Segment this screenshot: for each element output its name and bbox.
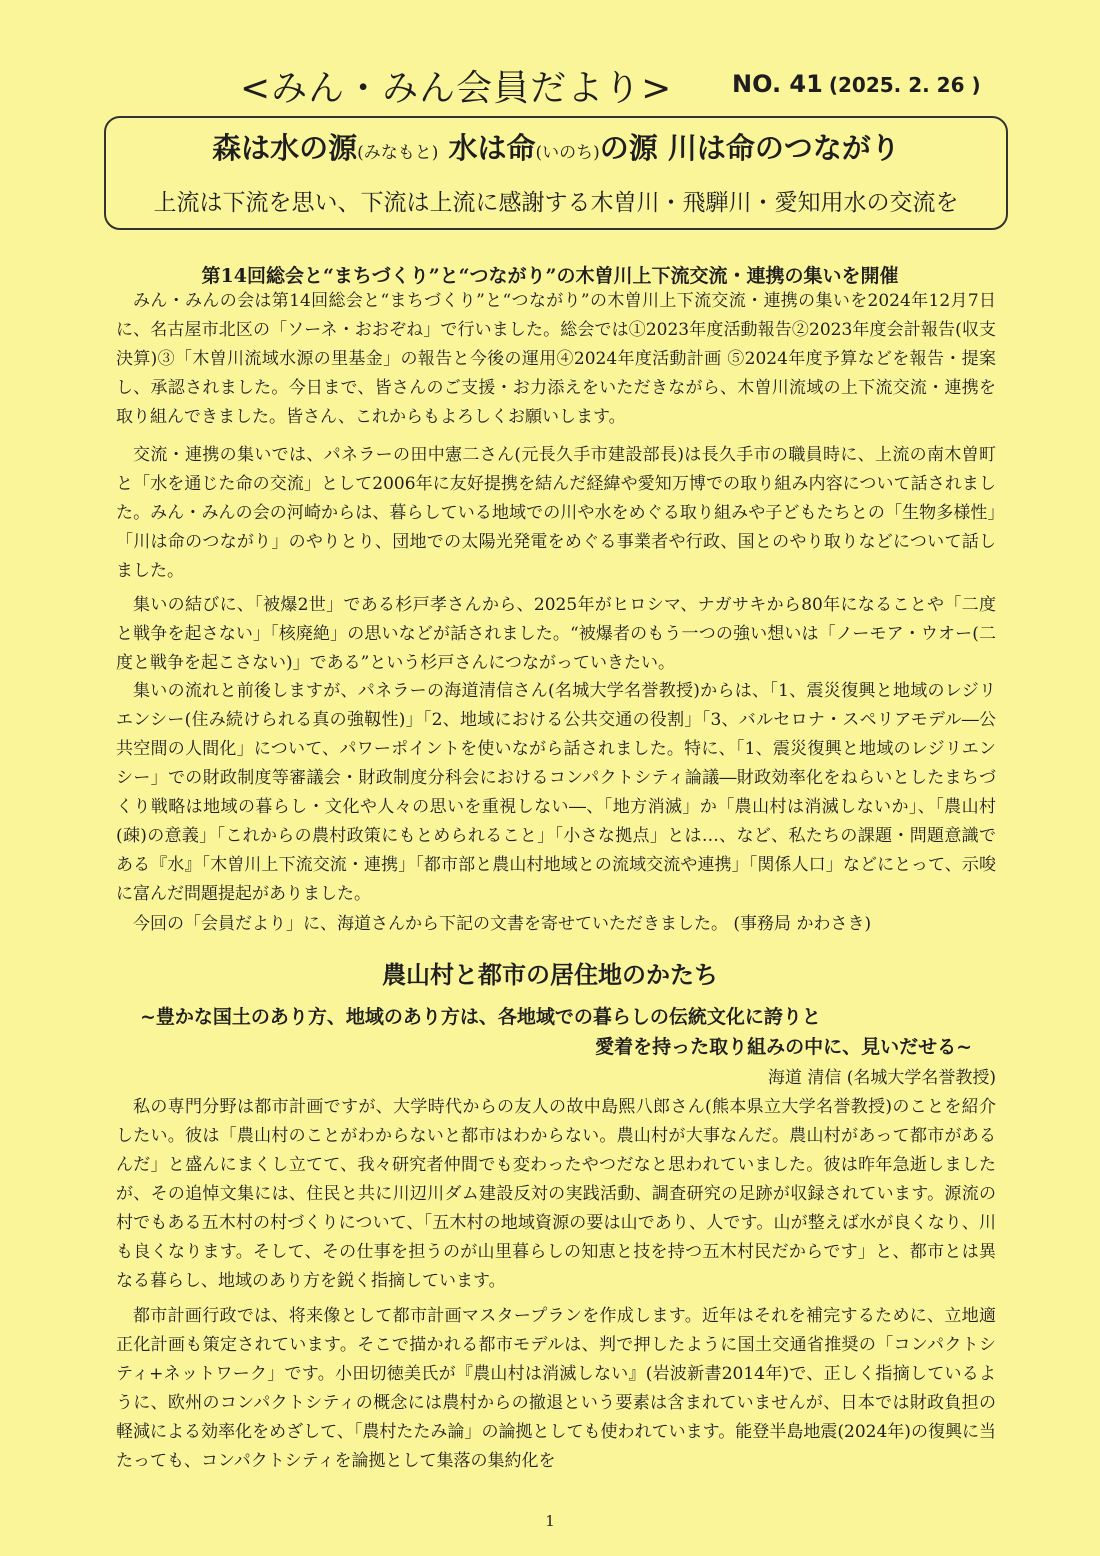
article2-paragraph: 都市計画行政では、将来像として都市計画マスタープランを作成します。近年はそれを補完するために、立地適正化計画も策定されています。そこで描かれる都市モデルは、判で押したように国土交通省推奨の「コンパクトシティ+ネットワーク」です。小田切徳美氏が『農山村は消滅しない』(岩波新書2014年)で、正しく指摘しているように、欧州のコンパクトシティの概念には農村からの撤退という要素は含まれていませんが、日本では財政負担の軽減による効率化をめざして、「農村たたみ論」の論拠としても使われています。能登半島地震(2024年)の復興に当たっても、コンパクトシティを論拠として集落の集約化を [116, 1306, 996, 1471]
article2-subtitle: 愛着を持った取り組みの中に、見いだせる~ [595, 1036, 972, 1058]
page-number: 1 [545, 1512, 555, 1530]
motto-part: 森は水の源 [212, 131, 358, 165]
article1-paragraph: 集いの結びに、「被爆2世」である杉戸孝さんから、2025年がヒロシマ、ナガサキから80年になることや「二度と戦争を起さない」「核廃絶」の思いなどが話されました。“被爆者のもう一つの強い想いは「ノーモア・ウオー(二度と戦争を起こさない)」である”という杉戸さんにつながっていきたい。 [116, 595, 996, 673]
motto-sub: 上流は下流を思い、下流は上流に感謝する木曽川・飛騨川・愛知用水の交流を [153, 190, 959, 216]
article1-paragraph: 今回の「会員だより」に、海道さんから下記の文書を寄せていただきました。 (事務局 かわさき) [133, 914, 872, 934]
article1-paragraph: 交流・連携の集いでは、パネラーの田中憲二さん(元長久手市建設部長)は長久手市の職員時に、上流の南木曽町と「水を通じた命の交流」として2006年に友好提携を結んだ経緯や愛知万博での取り組み内容について話されました。みん・みんの会の河崎からは、暮らしている地域での川や水をめぐる取り組みや子どもたちとの「生物多様性」「川は命のつながり」のやりとり、団地での太陽光発電をめぐる事業者や行政、国とのやり取りなどについて話しました。 [116, 445, 996, 581]
article2-heading: 農山村と都市の居住地のかたち [382, 960, 718, 989]
motto-main [106, 126, 1006, 167]
motto-part: 水は命 [448, 131, 536, 165]
article2-paragraph: 私の専門分野は都市計画ですが、大学時代からの友人の故中島熙八郎さん(熊本県立大学名誉教授)のことを紹介したい。彼は「農山村のことがわからないと都市はわからない。農山村が大事なんだ。農山村があって都市があるんだ」と盛んにまくし立てて、我々研究者仲間でも変わったやつだなと思われていました。彼は昨年急逝しましたが、その追悼文集には、住民と共に川辺川ダム建設反対の実践活動、調査研究の足跡が収録されています。源流の村でもある五木村の村づくりについて、「五木村の地域資源の要は山であり、人です。山が整えば水が良くなり、川も良くなります。そして、その仕事を担うのが山里暮らしの知恵と技を持つ五木村民だからです」と、都市とは異なる暮らし、地域のあり方を鋭く指摘しています。 [116, 1097, 996, 1291]
article1-paragraph: 集いの流れと前後しますが、パネラーの海道清信さん(名城大学名誉教授)からは、「1、震災復興と地域のレジリエンシー(住み続けられる真の強靱性)」「2、地域における公共交通の役割」「3、バルセロナ・スペリアモデル―公共空間の人間化」について、パワーポイントを使いながら話されました。特に、「1、震災復興と地域のレジリエンシー」での財政制度等審議会・財政制度分科会におけるコンパクトシティ論議―財政効率化をねらいとしたまちづくり戦略は地域の暮らし・文化や人々の思いを重視しない―、「地方消滅」か「農山村は消滅しないか」、「農山村(疎)の意義」「これからの農村政策にもとめられること」「小さな拠点」とは…、など、私たちの課題・問題意識である『水』「木曽川上下流交流・連携」「都市部と農山村地域との流域交流や連携」「関係人口」などにとって、示唆に富んだ問題提起がありました。 [116, 681, 996, 904]
masthead [240, 60, 1040, 110]
issue-number: NO. 41 [732, 70, 823, 98]
motto-reading: (いのち) [535, 143, 600, 163]
motto-box [104, 116, 1008, 230]
newsletter-title: <みん・みん会員だより> [240, 68, 673, 109]
motto-part: 川は命のつながり [667, 131, 900, 165]
motto-reading: (みなもと) [357, 143, 439, 163]
issue-info [732, 70, 981, 98]
motto-part: の源 [599, 131, 658, 165]
issue-date: (2025. 2. 26 ) [828, 73, 981, 97]
article2-subtitle: ~豊かな国土のあり方、地域のあり方は、各地域での暮らしの伝統文化に誇りと [140, 1006, 821, 1028]
article2-author: 海道 清信 (名城大学名誉教授) [767, 1068, 996, 1088]
article1-paragraph: みん・みんの会は第14回総会と“まちづくり”と“つながり”の木曽川上下流交流・連携の集いを2024年12月7日に、名古屋市北区の「ソーネ・おおぞね」で行いました。総会では①2023年度活動報告②2023年度会計報告(収支決算)③「木曽川流域水源の里基金」の報告と今後の運用④2024年度活動計画 ⑤2024年度予算などを報告・提案し、承認されました。今日まで、皆さんのご支援・お力添えをいただきながら、木曽川流域の上下流交流・連携を取り組んできました。皆さん、これからもよろしくお願いします。 [116, 291, 996, 427]
article1-heading: 第14回総会と“まちづくり”と“つながり”の木曽川上下流交流・連携の集いを開催 [201, 265, 899, 287]
